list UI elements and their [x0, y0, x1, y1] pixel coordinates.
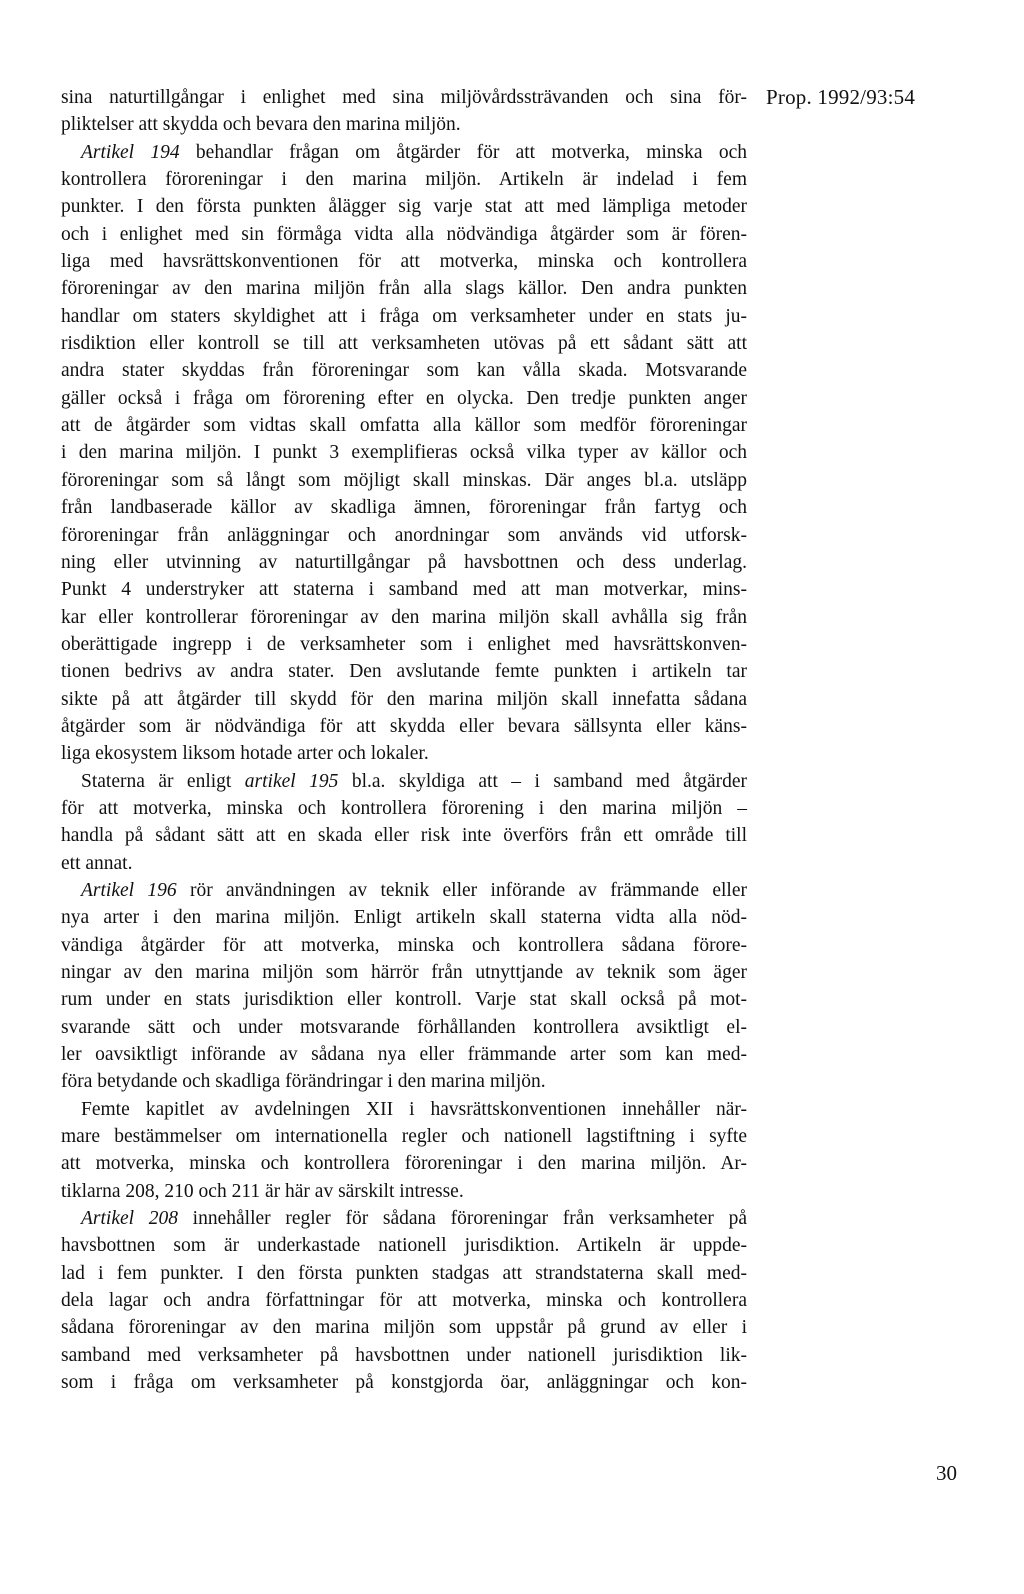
text-line — [61, 932, 747, 959]
line-text: risdiktion eller kontroll se till att verksamheten utövas på ett sådant sätt att — [61, 333, 747, 355]
text-line — [61, 1232, 747, 1259]
text-line — [61, 303, 747, 330]
text-line — [61, 877, 747, 904]
line-text: ningar av den marina miljön som härrör från utnyttjande av teknik som äger — [61, 962, 747, 983]
line-text: lad i fem punkter. I den första punkten stadgas att strandstaterna skall med- — [61, 1262, 747, 1284]
line-text: bl.a. skyldiga att – i samband med åtgärder — [338, 770, 748, 792]
text-line — [61, 1342, 747, 1369]
line-text: för att motverka, minska och kontrollera förorening i den marina miljön – — [61, 797, 747, 819]
text-line — [61, 111, 747, 138]
text-line — [61, 1178, 747, 1205]
line-text: kontrollera föroreningar i den marina miljön. Artikeln är indelad i fem — [61, 169, 747, 191]
text-line — [61, 221, 747, 248]
text-line — [61, 139, 747, 166]
line-text: rum under en stats jurisdiktion eller kontroll. Varje stat skall också på mot- — [61, 989, 747, 1011]
text-line — [61, 357, 747, 384]
text-line — [61, 986, 747, 1013]
line-text: tionen bedrivs av andra stater. Den avslutande femte punkten i artikeln tar — [61, 661, 747, 683]
line-text: Punkt 4 understryker att staterna i samband med att man motverkar, mins- — [61, 579, 747, 601]
line-text: sina naturtillgångar i enlighet med sina miljövårdssträvanden och sina för- — [61, 87, 747, 108]
text-line — [61, 631, 747, 658]
line-text: från landbaserade källor av skadliga ämnen, föroreningar från fartyg och — [61, 497, 747, 519]
line-text: liga ekosystem liksom hotade arter och lokaler. — [61, 743, 429, 765]
text-line — [61, 795, 747, 822]
line-text: sikte på att åtgärder till skydd för den marina miljön skall innefatta sådana — [61, 688, 747, 710]
line-text: handlar om staters skyldighet att i fråga om verksamheter under en stats ju- — [61, 305, 747, 327]
line-text: vändiga åtgärder för att motverka, minska och kontrollera sådana förore- — [61, 934, 747, 956]
text-line — [61, 1287, 747, 1314]
text-line — [61, 385, 747, 412]
line-text: föra betydande och skadliga förändringar i den marina miljön. — [61, 1071, 546, 1093]
line-text: rör användningen av teknik eller införande av främmande eller — [176, 879, 747, 901]
line-text: innehåller regler för sådana föroreningar från verksamheter på — [178, 1208, 747, 1230]
line-text: oberättigade ingrepp i de verksamheter som i enlighet med havsrättskonven- — [61, 633, 747, 655]
line-text: i den marina miljön. I punkt 3 exemplifieras också vilka typer av källor och — [61, 442, 747, 464]
line-text: ler oavsiktligt införande av sådana nya eller främmande arter som kan med- — [61, 1044, 747, 1066]
text-line — [61, 193, 747, 220]
line-text: föroreningar som så långt som möjligt skall minskas. Där anges bl.a. utsläpp — [61, 469, 747, 491]
article-reference: artikel 195 — [244, 770, 339, 792]
line-text: åtgärder som är nödvändiga för att skydda eller bevara sällsynta eller käns- — [61, 715, 747, 737]
text-line — [61, 686, 747, 713]
text-line — [61, 494, 747, 521]
article-reference: Artikel 196 — [81, 879, 177, 901]
text-line — [61, 275, 747, 302]
line-text: nya arter i den marina miljön. Enligt artikeln skall staterna vidta alla nöd- — [61, 907, 747, 929]
text-line — [61, 439, 747, 466]
text-line — [61, 822, 747, 849]
body-text — [61, 84, 747, 1397]
line-text: gäller också i fråga om förorening efter en olycka. Den tredje punkten anger — [61, 387, 747, 409]
line-text: som i fråga om verksamheter på konstgjorda öar, anläggningar och kon- — [61, 1372, 747, 1394]
line-text: svarande sätt och under motsvarande förhållanden kontrollera avsiktligt el- — [61, 1016, 747, 1038]
line-text: att de åtgärder som vidtas skall omfatta alla källor som medför föroreningar — [61, 415, 747, 437]
line-text: andra stater skyddas från föroreningar som kan vålla skada. Motsvarande — [61, 360, 747, 382]
text-line — [61, 1068, 747, 1095]
line-text: punkter. I den första punkten ålägger sig varje stat att med lämpliga metoder — [61, 196, 747, 218]
text-line — [61, 1205, 747, 1232]
line-text: behandlar frågan om åtgärder för att motverka, minska och — [179, 141, 747, 163]
line-text: föroreningar från anläggningar och anordningar som används vid utforsk- — [61, 524, 747, 546]
text-line — [61, 1014, 747, 1041]
line-text: och i enlighet med sin förmåga vidta alla nödvändiga åtgärder som är fören- — [61, 223, 747, 245]
text-line — [61, 1096, 747, 1123]
text-line — [61, 959, 747, 986]
text-line — [61, 330, 747, 357]
article-reference: Artikel 194 — [81, 141, 180, 163]
text-line — [61, 1260, 747, 1287]
line-text: kar eller kontrollerar föroreningar av den marina miljön skall avhålla sig från — [61, 606, 747, 628]
text-line — [61, 1314, 747, 1341]
text-line — [61, 166, 747, 193]
text-line — [61, 84, 747, 111]
line-text: pliktelser att skydda och bevara den marina miljön. — [61, 114, 461, 136]
line-text: sådana föroreningar av den marina miljön som uppstår på grund av eller i — [61, 1317, 747, 1339]
text-line — [61, 713, 747, 740]
line-text: mare bestämmelser om internationella regler och nationell lagstiftning i syfte — [61, 1126, 747, 1148]
line-text: Staterna är enligt — [81, 770, 245, 792]
line-text: handla på sådant sätt att en skada eller risk inte överförs från ett område till — [61, 825, 747, 847]
line-text: tiklarna 208, 210 och 211 är här av särskilt intresse. — [61, 1180, 464, 1202]
article-reference: Artikel 208 — [81, 1208, 178, 1230]
line-text: Femte kapitlet av avdelningen XII i havsrättskonventionen innehåller när- — [81, 1098, 747, 1120]
text-line — [61, 467, 747, 494]
text-line — [61, 850, 747, 877]
text-line — [61, 740, 747, 767]
line-text: ning eller utvinning av naturtillgångar på havsbottnen och dess underlag. — [61, 551, 747, 573]
line-text: samband med verksamheter på havsbottnen under nationell jurisdiktion lik- — [61, 1344, 747, 1366]
proposition-number: Prop. 1992/93:54 — [766, 85, 916, 109]
line-text: dela lagar och andra författningar för att motverka, minska och kontrollera — [61, 1290, 747, 1312]
text-line — [61, 768, 747, 795]
line-text: havsbottnen som är underkastade nationell jurisdiktion. Artikeln är uppde- — [61, 1235, 747, 1257]
text-line — [61, 1369, 747, 1396]
text-line — [61, 904, 747, 931]
text-line — [61, 522, 747, 549]
text-line — [61, 604, 747, 631]
line-text: liga med havsrättskonventionen för att motverka, minska och kontrollera — [61, 251, 747, 273]
text-line — [61, 658, 747, 685]
line-text: ett annat. — [61, 852, 133, 874]
line-text: att motverka, minska och kontrollera föroreningar i den marina miljön. Ar- — [61, 1153, 747, 1175]
line-text: föroreningar av den marina miljön från alla slags källor. Den andra punkten — [61, 278, 747, 300]
text-line — [61, 549, 747, 576]
text-line — [61, 1150, 747, 1177]
page-number: 30 — [936, 1461, 957, 1485]
text-line — [61, 1123, 747, 1150]
text-line — [61, 412, 747, 439]
text-line — [61, 248, 747, 275]
text-line — [61, 576, 747, 603]
text-line — [61, 1041, 747, 1068]
